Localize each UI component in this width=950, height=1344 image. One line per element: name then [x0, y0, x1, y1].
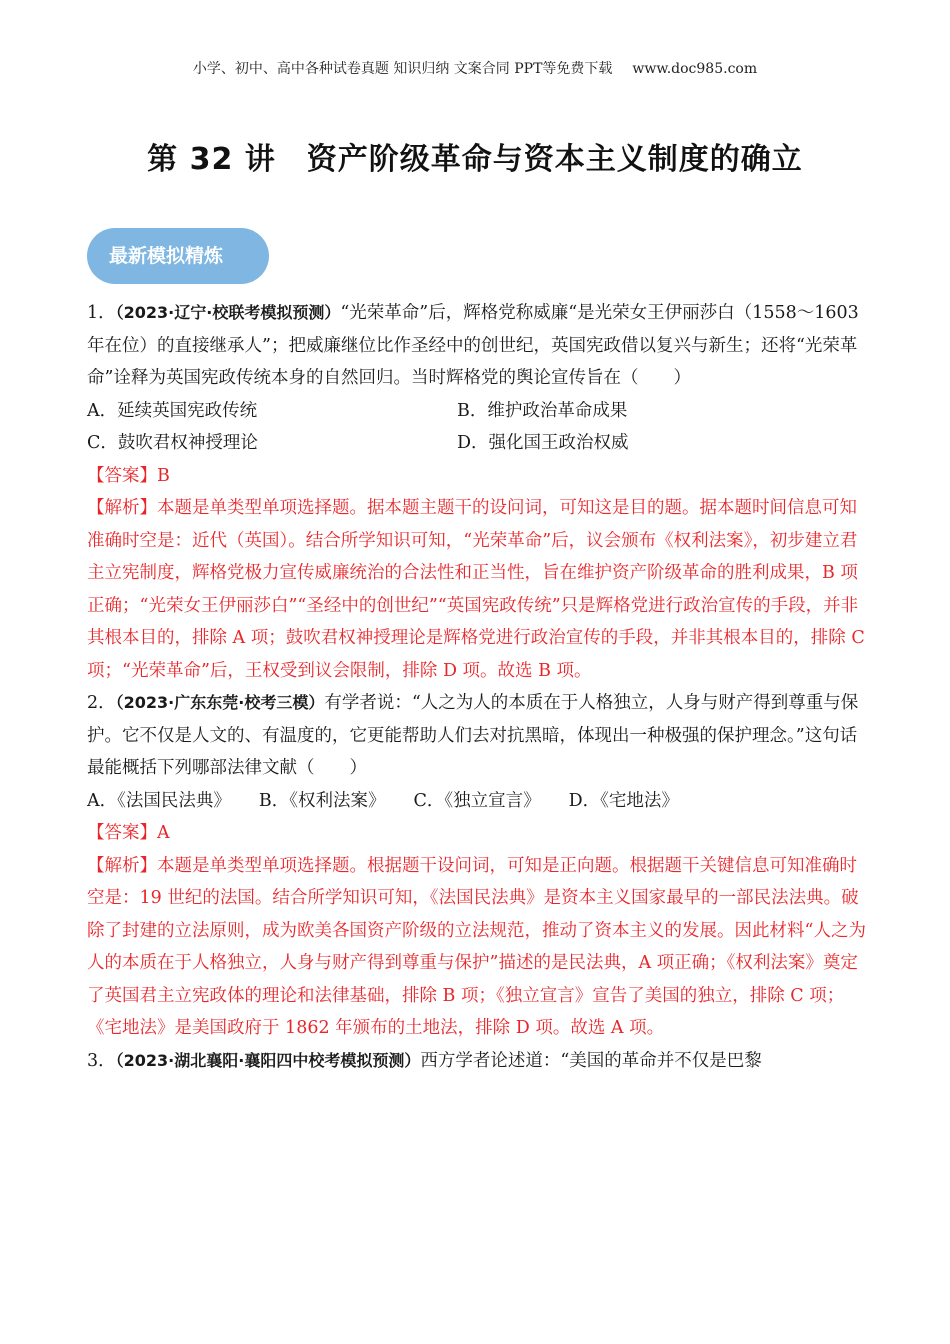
analysis: 【解析】本题是单类型单项选择题。根据题干设问词，可知是正向题。根据题干关键信息可知准确时空是：19 世纪的法国。结合所学知识可知，《法国民法典》是资本主义国家最早的一部民法法典。破除了封建的立法原则，成为欧美各国资产阶级的立法规范，推动了资本主义的发展。因此材料“人之为人的本质在于人格独立，人身与财产得到尊重与保护”描述的是民法典，A 项正确；《权利法案》奠定了英国君主立宪政体的理论和法律基础，排除 B 项；《独立宣言》宣告了美国的独立，排除 C 项；《宅地法》是美国政府于 1862 年颁布的土地法，排除 D 项。故选 A 项。	[87, 855, 866, 1038]
answer: 【答案】A	[87, 823, 170, 843]
answer: 【答案】B	[87, 465, 170, 486]
question-number: 3．	[87, 1050, 116, 1071]
question-stem: 西方学者论述道：“美国的革命并不仅是巴黎	[420, 1050, 762, 1071]
option-c: C．鼓吹君权神授理论	[87, 433, 258, 453]
question-1	[87, 297, 867, 687]
options-grid	[87, 395, 867, 460]
option-c: C．《独立宣言》	[413, 790, 541, 811]
question-stem: 有学者说：“人之为人的本质在于人格独立，人身与财产得到尊重与保护。它不仅是人文的、有温度的，它更能帮助人们去对抗黑暗，体现出一种极强的保护理念。”这句话最能概括下列哪部法律文献（ ）	[87, 693, 859, 778]
header-text: 小学、初中、高中各种试卷真题 知识归纳 文案合同 PPT等免费下载	[192, 61, 613, 77]
option-a: A．延续英国宪政传统	[87, 400, 258, 421]
question-stem: “光荣革命”后，辉格党称威廉“是光荣女王伊丽莎白（1558～1603 年在位）的直接继承人”；把威廉继位比作圣经中的创世纪，英国宪政借以复兴与新生；还将“光荣革命”诠释为英国宪政传统本身的自然回归。当时辉格党的舆论宣传旨在（ ）	[87, 303, 859, 388]
option-b: B．维护政治革命成果	[457, 400, 628, 421]
question-2	[87, 687, 867, 1045]
question-source: （2023·湖北襄阳·襄阳四中校考模拟预测）	[115, 1050, 421, 1070]
question-number: 1．	[87, 303, 116, 323]
question-2-stem-line	[87, 687, 867, 785]
question-3	[87, 1045, 867, 1078]
option-d: D．强化国王政治权威	[457, 433, 629, 453]
option-d: D．《宅地法》	[568, 790, 679, 811]
option-b: B．《权利法案》	[258, 790, 386, 811]
question-number: 2．	[87, 693, 116, 713]
header-url[interactable]: www.doc985.com	[632, 61, 758, 77]
question-1-stem-line	[87, 297, 867, 395]
question-3-stem-line	[87, 1045, 867, 1078]
page-header	[0, 58, 950, 78]
question-source: （2023·辽宁·校联考模拟预测）	[115, 303, 341, 322]
page-title: 第 32 讲 资产阶级革命与资本主义制度的确立	[147, 142, 803, 177]
question-source: （2023·广东东莞·校考三模）	[115, 693, 325, 712]
analysis: 【解析】本题是单类型单项选择题。据本题主题干的设问词，可知这是目的题。据本题时间信息可知准确时空是：近代（英国）。结合所学知识可知，“光荣革命”后，议会颁布《权利法案》，初步建立君主立宪制度，辉格党极力宣传威廉统治的合法性和正当性，旨在维护资产阶级革命的胜利成果，B 项正确；“光荣女王伊丽莎白”“圣经中的创世纪”“英国宪政传统”只是辉格党进行政治宣传的手段，并非其根本目的，排除 A 项；鼓吹君权神授理论是辉格党进行政治宣传的手段，并非其根本目的，排除 C 项；“光荣革命”后，王权受到议会限制，排除 D 项。故选 B 项。	[87, 498, 865, 681]
section-label-badge: 最新模拟精炼	[87, 228, 269, 284]
option-a: A．《法国民法典》	[87, 790, 231, 811]
question-list	[87, 297, 867, 1077]
options-row	[87, 785, 867, 818]
